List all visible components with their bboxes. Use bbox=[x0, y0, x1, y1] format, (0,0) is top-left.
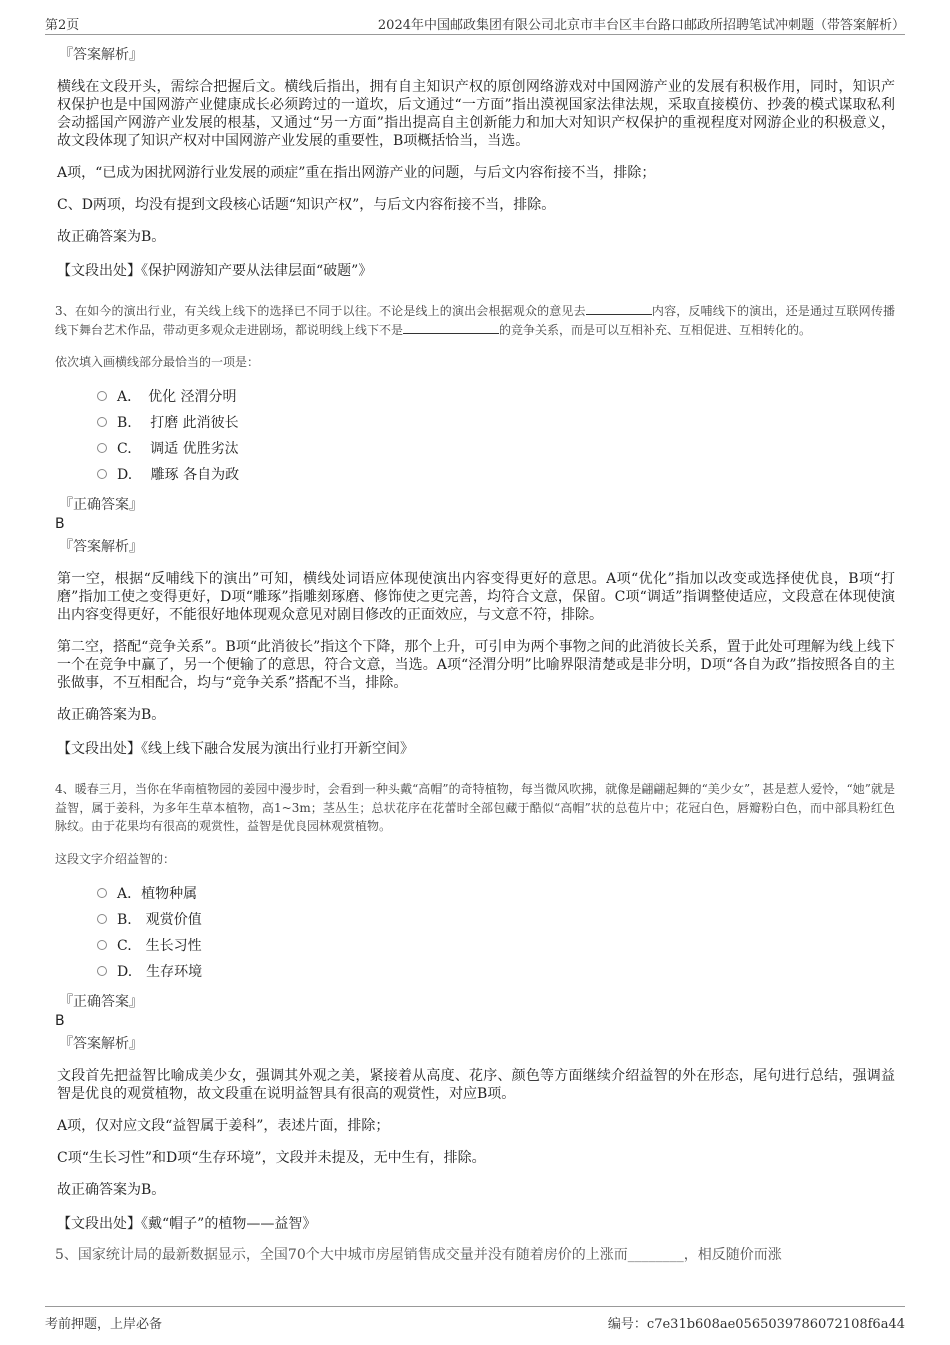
option-a[interactable] bbox=[97, 384, 895, 410]
radio-icon[interactable] bbox=[97, 940, 107, 950]
analysis-paragraph: 横线在文段开头，需综合把握后文。横线后指出，拥有自主知识产权的原创网络游戏对中国网游产业的发展有积极作用，同时，知识产权保护也是中国网游产业健康成长必须跨过的一道坎，后文通过“一方面”指出漠视国家法律法规，采取直接模仿、抄袭的模式谋取私利会动摇国产网游产业发展的根基，又通过“另一方面”指出提高自主创新能力和加大对知识产权保护的重视程度对网游企业的积极意义，故文段体现了知识产权对中国网游产业发展的重要性，B项概括恰当，当选。 bbox=[57, 79, 895, 149]
question-5-partial: 5、国家统计局的最新数据显示，全国70个大中城市房屋销售成交量并没有随着房价的上涨而________，相反随价而涨 bbox=[55, 1246, 782, 1263]
question-3-prompt: 依次填入画横线部分最恰当的一项是： bbox=[55, 355, 260, 369]
page-header bbox=[45, 12, 905, 35]
question-4-stem: 4、暖春三月，当你在华南植物园的姜园中漫步时，会看到一种头戴“高帽”的奇特植物，每当微风吹拂，就像是翩翩起舞的“美少女”，甚是惹人爱怜，“她”就是益智，属于姜科，为多年生草本植物，高1~3m；茎丛生；总状花序在花蕾时全部包藏于酷似“高帽”状的总苞片中；花冠白色，唇瓣粉白色，而中部具粉红色脉纹。由于花果均有很高的观赏性，益智是优良园林观赏植物。 bbox=[55, 782, 895, 833]
passage-source: 【文段出处】《戴“帽子”的植物——益智》 bbox=[57, 1215, 317, 1232]
radio-icon[interactable] bbox=[97, 443, 107, 453]
fill-blank-2 bbox=[403, 321, 499, 334]
radio-icon[interactable] bbox=[97, 391, 107, 401]
analysis-paragraph: C项“生长习性”和D项“生存环境”，文段并未提及，无中生有，排除。 bbox=[57, 1149, 486, 1166]
question-3-stem bbox=[55, 302, 895, 339]
analysis-conclusion: 故正确答案为B。 bbox=[57, 1181, 166, 1198]
analysis-conclusion: 故正确答案为B。 bbox=[57, 229, 166, 245]
analysis-paragraph: 第二空，搭配“竞争关系”。B项“此消彼长”指这个下降，那个上升，可引申为两个事物之间的此消彼长关系，置于此处可理解为线上线下一个在竞争中赢了，另一个便输了的意思，符合文意，当选。A项“泾渭分明”比喻界限清楚或是非分明，D项“各自为政”指按照各自的主张做事，不互相配合，均与“竞争关系”搭配不当，排除。 bbox=[57, 639, 895, 691]
question-4-prompt: 这段文字介绍益智的： bbox=[55, 851, 176, 866]
correct-answer-label: 『正确答案』 bbox=[59, 497, 143, 513]
option-c[interactable] bbox=[97, 933, 895, 959]
option-d[interactable] bbox=[97, 462, 895, 488]
analysis-paragraph: C、D两项，均没有提到文段核心话题“知识产权”，与后文内容衔接不当，排除。 bbox=[57, 197, 556, 213]
option-label: A． 优化 泾渭分明 bbox=[117, 389, 237, 405]
question-3-text-a: 3、在如今的演出行业，有关线上线下的选择已不同于以往。不论是线上的演出会根据观众的意见去 bbox=[55, 304, 586, 318]
option-label: D. 生存环境 bbox=[117, 963, 203, 980]
page-number: 第2页 bbox=[45, 18, 80, 33]
correct-answer-value: B bbox=[55, 516, 65, 532]
answer-analysis-label: 『答案解析』 bbox=[59, 47, 143, 63]
document-title: 2024年中国邮政集团有限公司北京市丰台区丰台路口邮政所招聘笔试冲刺题（带答案解析） bbox=[377, 18, 905, 33]
analysis-paragraph: A项，“已成为困扰网游行业发展的顽症”重在指出网游产业的问题，与后文内容衔接不当，排除； bbox=[57, 165, 656, 181]
option-label: B. 打磨 此消彼长 bbox=[117, 415, 239, 431]
option-b[interactable] bbox=[97, 410, 895, 436]
option-label: D. 雕琢 各自为政 bbox=[117, 467, 240, 483]
passage-source: 【文段出处】《线上线下融合发展为演出行业打开新空间》 bbox=[57, 741, 414, 757]
option-b[interactable] bbox=[97, 907, 895, 933]
analysis-conclusion: 故正确答案为B。 bbox=[57, 707, 166, 723]
answer-analysis-label: 『答案解析』 bbox=[59, 1035, 143, 1052]
option-label: A．植物种属 bbox=[117, 885, 198, 902]
radio-icon[interactable] bbox=[97, 888, 107, 898]
option-d[interactable] bbox=[97, 959, 895, 985]
answer-analysis-label: 『答案解析』 bbox=[59, 539, 143, 555]
option-c[interactable] bbox=[97, 436, 895, 462]
question-3-text-b: 内容，反哺线下的演出，还是通过互联网传播线下舞台艺术作品，带动更多观众走进剧场，都说明线上线下不是 bbox=[55, 304, 895, 337]
correct-answer-label: 『正确答案』 bbox=[59, 993, 143, 1010]
radio-icon[interactable] bbox=[97, 966, 107, 976]
radio-icon[interactable] bbox=[97, 469, 107, 479]
question-3-text-c: 的竞争关系，而是可以互相补充、互相促进、互相转化的。 bbox=[499, 322, 812, 337]
analysis-paragraph: A项，仅对应文段“益智属于姜科”，表述片面，排除； bbox=[57, 1117, 390, 1134]
footer-slogan: 考前押题，上岸必备 bbox=[45, 1317, 163, 1332]
option-label: B. 观赏价值 bbox=[117, 911, 202, 928]
radio-icon[interactable] bbox=[97, 914, 107, 924]
option-a[interactable] bbox=[97, 881, 895, 907]
correct-answer-value: B bbox=[55, 1012, 65, 1029]
option-label: C. 调适 优胜劣汰 bbox=[117, 441, 239, 457]
page-footer bbox=[45, 1306, 905, 1332]
analysis-paragraph: 第一空，根据“反哺线下的演出”可知，横线处词语应体现使演出内容变得更好的意思。A项“优化”指加以改变或选择使优良，B项“打磨”指加工使之变得更好，D项“雕琢”指雕刻琢磨、修饰使之更完善，均符合文意，保留。C项“调适”指调整使适应，文段意在体现使演出内容变得更好，不能很好地体现观众意见对剧目修改的正面效应，与文意不符，排除。 bbox=[57, 571, 895, 623]
option-label: C. 生长习性 bbox=[117, 937, 202, 954]
fill-blank-1 bbox=[586, 302, 652, 315]
document-id: 编号：c7e31b608ae0565039786072108f6a44 bbox=[607, 1317, 905, 1332]
passage-source: 【文段出处】《保护网游知产要从法律层面“破题”》 bbox=[57, 263, 373, 279]
analysis-paragraph: 文段首先把益智比喻成美少女，强调其外观之美，紧接着从高度、花序、颜色等方面继续介绍益智的外在形态，尾句进行总结，强调益智是优良的观赏植物，故文段重在说明益智具有很高的观赏性，对应B项。 bbox=[57, 1067, 895, 1102]
radio-icon[interactable] bbox=[97, 417, 107, 427]
page-content bbox=[55, 44, 895, 1263]
